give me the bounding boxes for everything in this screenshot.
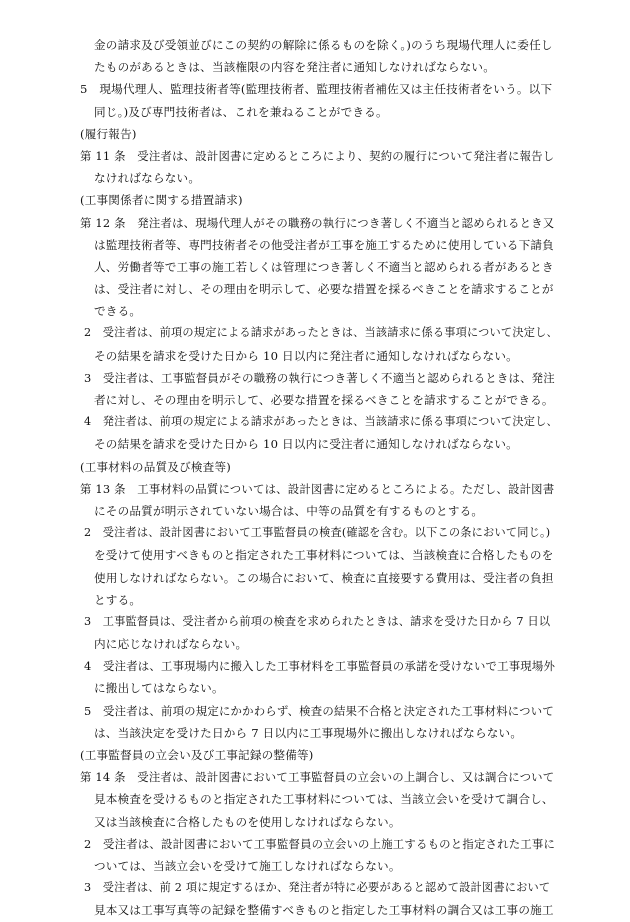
clause-line: 3 受注者は、前 2 項に規定するほか、発注者が特に必要があると認めて設計図書において (84, 881, 551, 895)
text-line: 内に応じなければならない。 (94, 637, 248, 652)
text-line: その結果を請求を受けた日から 10 日以内に受注者に通知しなければならない。 (94, 437, 518, 452)
text-line: 者に対し、その理由を明示して、必要な措置を採るべきことを請求することができる。 (94, 393, 554, 407)
text-line: ついては、当該立会いを受けて施工しなければならない。 (94, 858, 401, 873)
section-heading: (工事材料の品質及び検査等) (80, 459, 231, 474)
clause-line: 5 受注者は、前項の規定にかかわらず、検査の結果不合格と決定された工事材料について (84, 703, 554, 718)
text-line: は監理技術者等、専門技術者その他受注者が工事を施工するために使用している下請負 (94, 237, 554, 252)
text-line: その結果を請求を受けた日から 10 日以内に発注者に通知しなければならない。 (94, 348, 518, 363)
article-line: 第 13 条 工事材料の品質については、設計図書に定めるところによる。ただし、設計図書 (80, 481, 555, 496)
text-line: は、受注者に対し、その理由を明示して、必要な措置を採るべきことを請求することが (94, 282, 554, 297)
text-line: にその品質が明示されていない場合は、中等の品質を有するものとする。 (94, 503, 484, 518)
text-line: 又は当該検査に合格したものを使用しなければならない。 (94, 814, 401, 829)
article-line: 第 12 条 発注者は、現場代理人がその職務の執行につき著しく不適当と認められるとき又 (80, 215, 555, 230)
clause-line: 4 発注者は、前項の規定による請求があったときは、当該請求に係る事項について決定し、 (84, 415, 558, 429)
article-line: 第 11 条 受注者は、設計図書に定めるところにより、契約の履行について発注者に報告し (80, 148, 555, 163)
clause-line: 3 受注者は、工事監督員がその職務の執行につき著しく不適当と認められるときは、発注 (84, 370, 555, 385)
text-line: なければならない。 (94, 171, 201, 186)
text-line: 同じ。)及び専門技術者は、これを兼ねることができる。 (94, 104, 388, 119)
text-line: は、当該決定を受けた日から 7 日以内に工事現場外に搬出しなければならない。 (94, 725, 523, 740)
clause-line: 2 受注者は、前項の規定による請求があったときは、当該請求に係る事項について決定し、 (84, 326, 558, 340)
text-line: 見本又は工事写真等の記録を整備すべきものと指定した工事材料の調合又は工事の施工 (94, 903, 554, 918)
document-page (80, 34, 558, 922)
text-line: とする。 (94, 592, 142, 607)
clause-line: 5 現場代理人、監理技術者等(監理技術者、監理技術者補佐又は主任技術者をいう。以下 (80, 82, 553, 97)
text-line: 使用しなければならない。この場合において、検査に直接要する費用は、受注者の負担 (94, 570, 554, 585)
article-line: 第 14 条 受注者は、設計図書において工事監督員の立会いの上調合し、又は調合について (80, 770, 555, 785)
clause-line: 3 工事監督員は、受注者から前項の検査を求められたときは、請求を受けた日から 7 日以 (84, 614, 551, 628)
text-line: できる。 (94, 304, 142, 319)
clause-line: 4 受注者は、工事現場内に搬入した工事材料を工事監督員の承諾を受けないで工事現場外 (84, 659, 556, 674)
section-heading: (工事監督員の立会い及び工事記録の整備等) (80, 748, 314, 762)
text-line: 金の請求及び受領並びにこの契約の解除に係るものを除く。)のうち現場代理人に委任し (94, 38, 553, 52)
text-line: 見本検査を受けるものと指定された工事材料については、当該立会いを受けて調合し、 (94, 792, 554, 807)
text-line: を受けて使用すべきものと指定された工事材料については、当該検査に合格したものを (94, 548, 554, 563)
text-line: たものがあるときは、当該権限の内容を発注者に通知しなければならない。 (94, 60, 495, 75)
text-line: 人、労働者等で工事の施工若しくは管理につき著しく不適当と認められる者があるとき (94, 259, 554, 274)
section-heading: (履行報告) (80, 126, 137, 141)
text-line: に搬出してはならない。 (94, 681, 224, 696)
clause-line: 2 受注者は、設計図書において工事監督員の立会いの上施工するものと指定された工事に (84, 836, 556, 851)
section-heading: (工事関係者に関する措置請求) (80, 193, 243, 208)
clause-line: 2 受注者は、設計図書において工事監督員の検査(確認を含む。以下この条において同じ。) (84, 526, 551, 540)
